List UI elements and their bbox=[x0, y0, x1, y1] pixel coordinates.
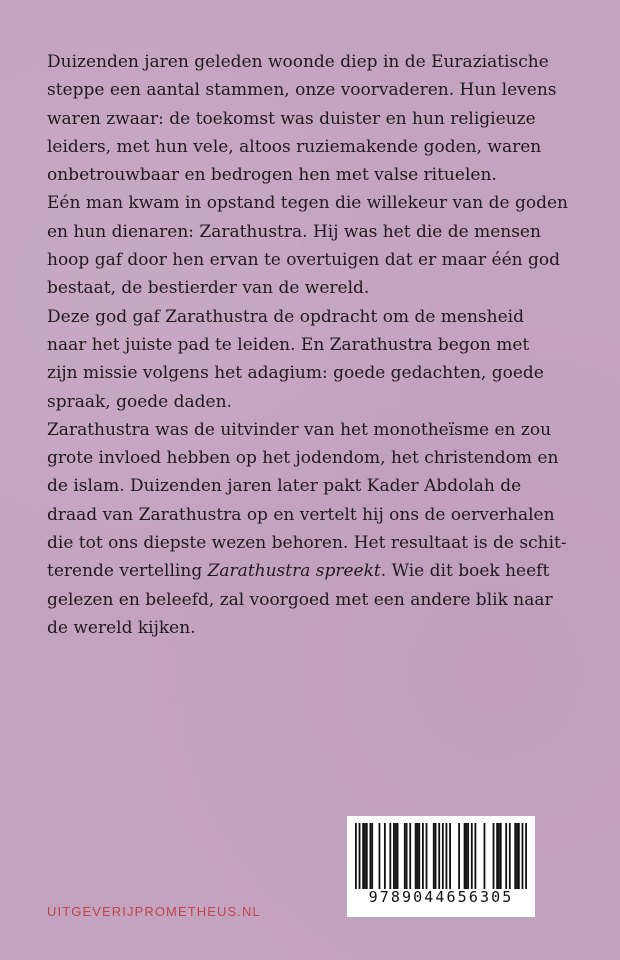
blurb-line: bestaat, de bestierder van de wereld. bbox=[47, 278, 370, 299]
barcode-bar bbox=[422, 823, 424, 889]
barcode-bar bbox=[418, 823, 420, 889]
barcode-bar bbox=[474, 823, 476, 889]
barcode-bar bbox=[359, 823, 361, 889]
barcode-bar bbox=[442, 823, 444, 889]
barcode-bar bbox=[464, 823, 466, 889]
blurb-line: Duizenden jaren geleden woonde diep in de Euraziatische bbox=[47, 52, 549, 72]
barcode-bars bbox=[355, 823, 527, 889]
barcode-bar bbox=[522, 823, 524, 889]
barcode-bar bbox=[404, 823, 406, 889]
barcode-bar bbox=[417, 823, 419, 889]
barcode-bar bbox=[433, 823, 435, 889]
blurb-text bbox=[47, 48, 587, 642]
blurb-line: zijn missie volgens het adagium: goede gedachten, goede bbox=[47, 363, 544, 384]
blurb-line: waren zwaar: de toekomst was duister en hun religieuze bbox=[47, 108, 536, 129]
barcode-bar bbox=[369, 823, 371, 889]
barcode-bar bbox=[366, 823, 368, 889]
barcode-bar bbox=[465, 823, 467, 889]
blurb-text-segment: terende vertelling bbox=[47, 561, 208, 582]
blurb-line: Eén man kwam in opstand tegen die willekeur van de goden bbox=[47, 193, 568, 214]
book-title-italic: Zarathustra spreekt bbox=[207, 561, 381, 582]
blurb-line: onbetrouwbaar en bedrogen hen met valse rituelen. bbox=[47, 165, 497, 186]
blurb-line: hoop gaf door hen ervan te overtuigen dat er maar één god bbox=[47, 250, 561, 271]
blurb-text-segment: . Wie dit boek heeft bbox=[380, 561, 550, 582]
blurb-line bbox=[47, 557, 587, 585]
barcode-bar bbox=[446, 823, 448, 889]
blurb-line: Deze god gaf Zarathustra de opdracht om de mensheid bbox=[47, 306, 524, 327]
barcode-bar bbox=[426, 823, 428, 889]
barcode-bar bbox=[509, 823, 511, 889]
barcode-bar bbox=[435, 823, 437, 889]
blurb-line: gelezen en beleefd, zal voorgoed met een andere blik naar bbox=[47, 589, 553, 610]
barcode-bar bbox=[371, 823, 373, 889]
barcode-bar bbox=[471, 823, 473, 889]
blurb-line: grote invloed hebben op het jodendom, het christendom en bbox=[47, 448, 559, 469]
barcode-bar bbox=[364, 823, 366, 889]
barcode-bar bbox=[458, 823, 460, 889]
barcode-bar bbox=[516, 823, 518, 889]
blurb-line: leiders, met hun vele, altoos ruziemakende goden, waren bbox=[47, 136, 542, 157]
barcode-bar bbox=[384, 823, 386, 889]
barcode-bar bbox=[505, 823, 507, 889]
blurb-line: naar het juiste pad te leiden. En Zarathustra begon met bbox=[47, 334, 530, 355]
barcode-bar bbox=[379, 823, 381, 889]
barcode-bar bbox=[484, 823, 486, 889]
barcode-bar bbox=[395, 823, 397, 889]
barcode-bar bbox=[438, 823, 440, 889]
blurb-line: draad van Zarathustra op en vertelt hij ons de oerverhalen bbox=[47, 504, 555, 525]
barcode-bar bbox=[493, 823, 495, 889]
blurb-line: de islam. Duizenden jaren later pakt Kader Abdolah de bbox=[47, 476, 522, 497]
barcode-bar bbox=[406, 823, 408, 889]
barcode-bar bbox=[496, 823, 498, 889]
blurb-line: spraak, goede daden. bbox=[47, 391, 232, 412]
barcode-bar bbox=[397, 823, 399, 889]
blurb-line: Zarathustra was de uitvinder van het monotheïsme en zou bbox=[47, 419, 552, 440]
publisher-url: UITGEVERIJPROMETHEUS.NL bbox=[47, 904, 261, 919]
barcode-bar bbox=[355, 823, 357, 889]
barcode-bar bbox=[467, 823, 469, 889]
blurb-line: de wereld kijken. bbox=[47, 617, 196, 638]
barcode-bar bbox=[362, 823, 364, 889]
barcode-bar bbox=[518, 823, 520, 889]
blurb-line: steppe een aantal stammen, onze voorvaderen. Hun levens bbox=[47, 80, 557, 101]
barcode-bar bbox=[449, 823, 451, 889]
barcode-bar bbox=[500, 823, 502, 889]
barcode-bar bbox=[409, 823, 411, 889]
blurb-line: die tot ons diepste wezen behoren. Het resultaat is de schit- bbox=[47, 533, 567, 554]
isbn-barcode bbox=[347, 816, 535, 917]
blurb-line: en hun dienaren: Zarathustra. Hij was het die de mensen bbox=[47, 221, 541, 242]
barcode-bar bbox=[393, 823, 395, 889]
barcode-bar bbox=[514, 823, 516, 889]
barcode-bar bbox=[498, 823, 500, 889]
barcode-bar bbox=[415, 823, 417, 889]
barcode-bar bbox=[525, 823, 527, 889]
barcode-bar bbox=[389, 823, 391, 889]
isbn-number: 9789044656305 bbox=[368, 888, 514, 906]
